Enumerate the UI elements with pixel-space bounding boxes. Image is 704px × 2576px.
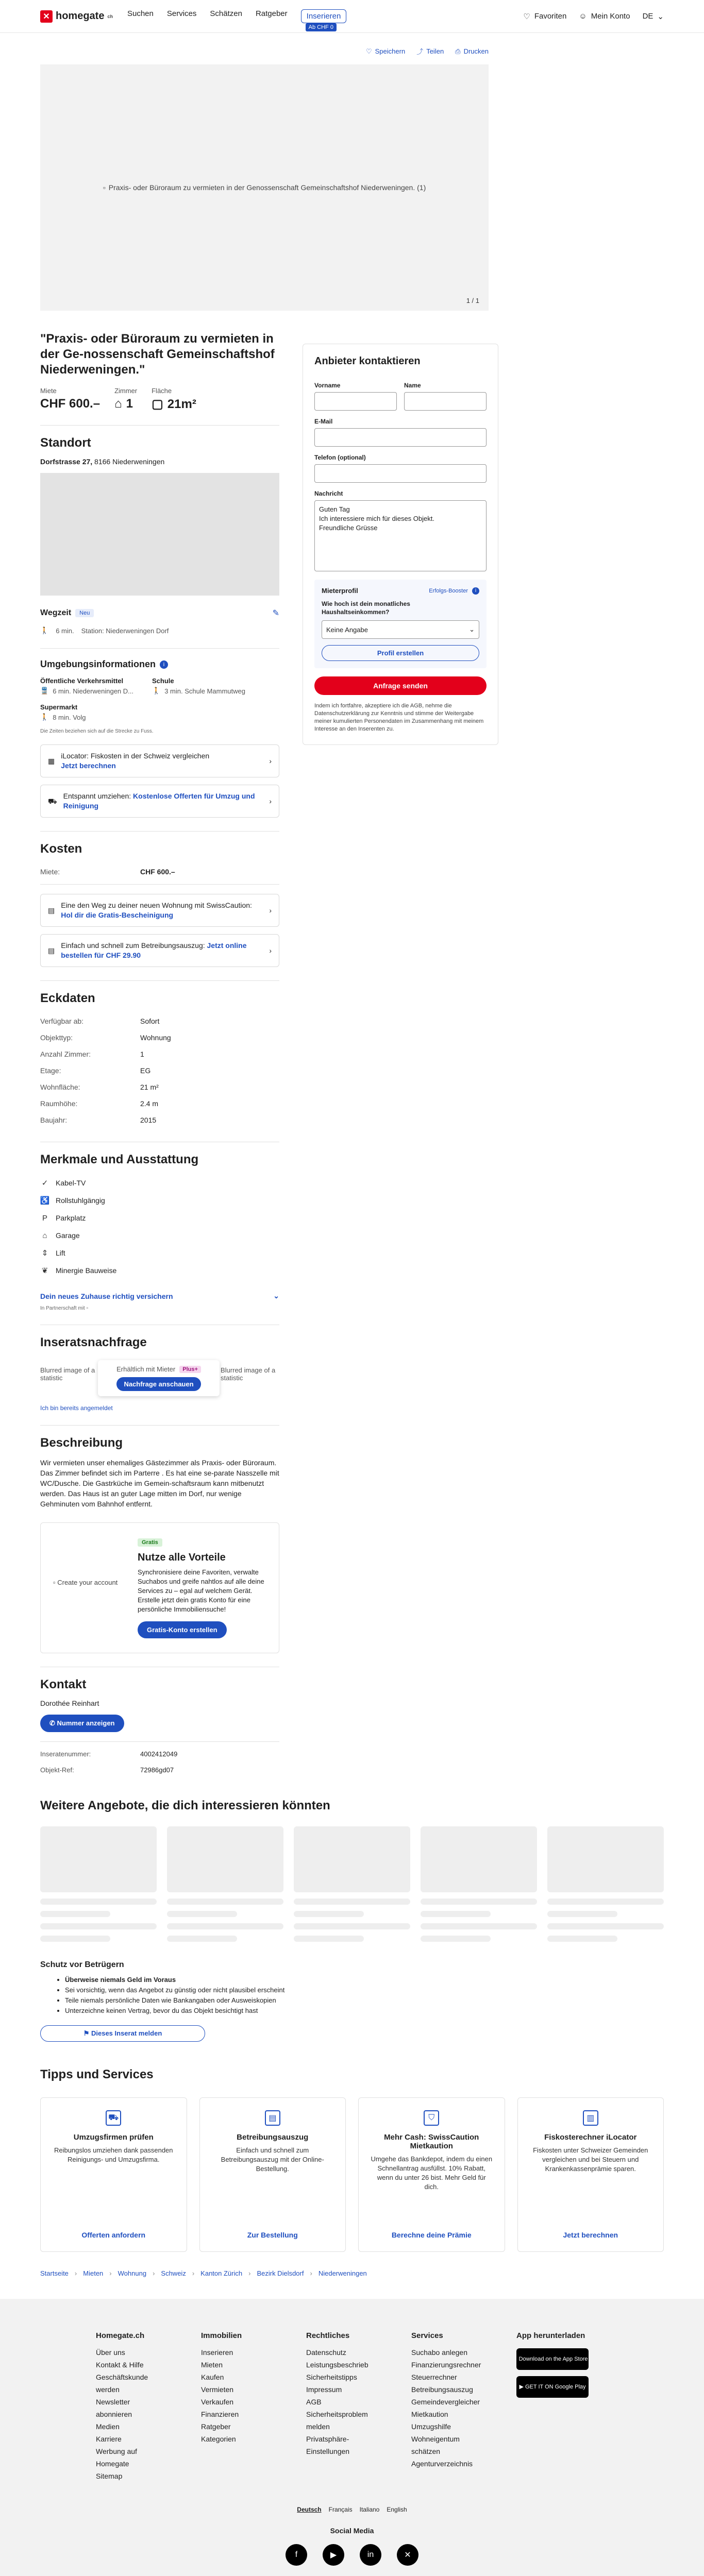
account-promo-title: Nutze alle Vorteile [138,1552,226,1563]
list-item: ⌂ Garage [40,1227,489,1244]
commute-heading: Wegzeit [40,608,72,617]
first-name-field[interactable] [314,392,397,411]
footer-link[interactable]: Verkaufen [201,2398,234,2406]
table-row: Etage: EG [40,1066,151,1075]
document-icon: ▤ [265,2110,280,2126]
lang-en[interactable]: English [387,2506,407,2513]
footer-col-homegate: Homegate.ch Über uns Kontakt & Hilfe Geschäftskunde werden Newsletter abonnieren Medien Karriere Werbung auf Homegate Sitemap [96,2330,168,2482]
list-item: • Unterzeichne keinen Vertrag, bevor du das Objekt besichtigt hast [65,2006,664,2016]
tip-card[interactable]: ⛉ Mehr Cash: SwissCaution Mietkaution Umgehe das Bankdepot, indem du einen Schnellantrag ausfüllst. 10% Rabatt, wenn du unter 26 bist. Mehr Geld für dich. Berechne deine Prämie [358,2097,505,2252]
footer-link[interactable]: Suchabo anlegen [411,2348,467,2357]
cost-rent-value: CHF 600.– [140,868,175,876]
tip-link[interactable]: Offerten anfordern [81,2231,146,2239]
login-link[interactable]: Ich bin bereits angemeldet [40,1404,113,1412]
garage-icon: ⌂ [42,1231,47,1240]
blurred-stat: Blurred image of a statistic [40,1366,95,1382]
account-promo [40,1522,279,1653]
account-promo-text: Synchronisiere deine Favoriten, verwalte Suchabos und greife nahtlos auf alle deine Services zu – egal auf welchem Gerät. Erstelle jetzt dein gratis Konto für eine persönliche Immobiliensuche! [138,1568,264,1613]
language-selector [0,2506,704,2513]
breadcrumb: Startseite › Mieten › Wohnung › Schweiz › Kanton Zürich › Bezirk Dielsdorf › Niederweningen [40,2269,367,2277]
share-button[interactable]: ⤴ Teilen [416,47,444,56]
footer-link[interactable]: Kaufen [201,2373,224,2381]
school-label: Schule [152,677,174,685]
offer-card-skeleton[interactable] [167,1826,283,1942]
footer [0,2299,704,2576]
leaf-icon: ❦ [41,1266,48,1275]
commute-station: Station: Niederweningen Dorf [81,626,169,635]
footer-link[interactable]: Kontakt & Hilfe [96,2361,144,2369]
youtube-icon[interactable]: ▶ [323,2544,344,2566]
debt-extract-card[interactable]: ▤ Einfach und schnell zum Betreibungsauszug: Jetzt online bestellen für CHF 29.90 › [40,934,279,967]
footer-link[interactable]: Medien [96,2422,120,2431]
share-icon: ⤴ [416,48,424,56]
chevron-down-icon: ⌄ [273,1292,279,1300]
language-switch[interactable]: DE ⌄ [642,12,664,21]
phone-icon: ✆ [49,1719,57,1727]
house-icon: ⌂ [114,397,122,411]
blurred-stat: Blurred image of a statistic [221,1366,276,1382]
app-store-button[interactable]: Download on the App Store [516,2348,589,2370]
description-text: Wir vermieten unser ehemaliges Gästezimmer als Praxis- oder Büroraum. Das Zimmer befindet sich im Parterre . Es hat eine se-parate Nasszelle mit WC/Dusche. Die Gastrküche im Gemein-schaftsraum kann mitbenutzt werden. Das Haus ist an guter Lage mitten im Dorf, nur wenige Gehminuten vom Bahnhof entfernt. [40,1459,279,1508]
success-booster-badge: Erfolgs-Booster [429,587,468,594]
footer-link[interactable]: Kategorien [201,2435,236,2443]
account-link[interactable]: ☺ Mein Konto [579,12,630,21]
surroundings-heading: Umgebungsinformationen [40,659,156,669]
breadcrumb-item[interactable]: Wohnung [118,2269,147,2277]
main-nav [127,9,346,30]
social-links [0,2544,704,2566]
footer-link[interactable]: Wohneigentum schätzen [411,2435,460,2455]
more-offers-heading: Weitere Angebote, die dich interessieren könnten [40,1799,330,1812]
list-item: • Sei vorsichtig, wenn das Angebot zu günstig oder nicht plausibel erscheint [65,1985,664,1995]
footer-link[interactable]: AGB [306,2398,322,2406]
offer-card-skeleton[interactable] [40,1826,157,1942]
message-label: Nachricht [314,490,343,497]
features-heading: Merkmale und Ausstattung [40,1153,199,1166]
printer-icon: ⎙ [455,47,461,55]
tenant-profile-box [314,580,487,668]
footer-link[interactable]: Werbung auf Homegate [96,2447,137,2468]
view-demand-button[interactable]: Nachfrage anschauen [116,1377,200,1391]
tips-heading: Tipps und Services [40,2067,154,2081]
nav-inserieren[interactable]: Inserieren Ab CHF 0 [301,9,347,23]
flag-icon: ⚑ [83,2029,91,2037]
description-heading: Beschreibung [40,1436,123,1450]
list-item: ♿ Rollstuhlgängig [40,1196,105,1205]
legal-note: Indem ich fortfahre, akzeptiere ich die AGB, nehme die Datenschutzerklärung zur Kenntnis und stimme der Weitergabe meiner kumulierten Personendaten im Zusammenhang mit meinem Interesse an den Inserenten zu. [314,703,484,732]
social-heading: Social Media [330,2527,374,2535]
footer-link[interactable]: Finanzieren [201,2410,239,2418]
offer-card-skeleton[interactable] [294,1826,410,1942]
plus-badge: Plus+ [179,1366,201,1373]
footer-link[interactable]: Gemeindevergleicher [411,2398,480,2406]
image-gallery[interactable] [40,64,489,311]
inquiry-stats [40,1360,279,1396]
breadcrumb-item[interactable]: Mieten [83,2269,104,2277]
list-item: ⇕ Lift [40,1244,489,1262]
document-icon: ▤ [48,906,55,914]
chevron-down-icon: ⌄ [657,12,664,21]
chevron-right-icon: › [269,906,272,914]
insert-price-badge: Ab CHF 0 [306,23,337,31]
footer-link[interactable]: Leistungsbeschrieb [306,2361,368,2369]
plus-upsell-popup: Erhältlich mit Mieter Plus+ Nachfrage anschauen [98,1360,220,1396]
heart-icon: ♡ [365,47,372,55]
lang-de[interactable]: Deutsch [297,2506,322,2513]
phone-field[interactable] [314,464,487,483]
footer-link[interactable]: Sitemap [96,2472,123,2480]
footer-link[interactable]: Geschäftskunde werden [96,2373,148,2394]
list-item: • Teile niemals persönliche Daten wie Bankangaben oder Ausweiskopien [65,1995,664,2006]
footer-link[interactable]: Privatsphäre-Einstellungen [306,2435,350,2455]
contact-form-title: Anbieter kontaktieren [314,355,421,367]
broken-image-icon: ▫ [103,183,106,192]
tip-link[interactable]: Zur Bestellung [247,2231,298,2239]
truck-icon: ⛟ [48,796,57,805]
footer-link[interactable]: Inserieren [201,2348,233,2357]
account-promo-image: ▫ Create your account [53,1579,118,1586]
table-row: Anzahl Zimmer: 1 [40,1050,144,1058]
footer-link[interactable]: Mietkaution [411,2410,448,2418]
save-button[interactable]: ♡ Speichern [365,47,406,55]
divider [40,980,279,981]
footer-link[interactable]: Newsletter abonnieren [96,2398,132,2418]
nav-schaetzen[interactable]: Schätzen [210,9,242,18]
list-item: ❦ Minergie Bauweise [40,1262,489,1279]
footer-link[interactable]: Sicherheitstipps [306,2373,357,2381]
breadcrumb-item[interactable]: Startseite [40,2269,69,2277]
info-icon[interactable]: i [472,587,479,595]
walking-icon: 🚶 [152,687,161,694]
area-value: 21m² [167,397,196,411]
map-icon: ▥ [583,2110,598,2126]
tax-calculator-card[interactable]: ▦ iLocator: Fiskosten in der Schweiz vergleichen Jetzt berechnen › [40,744,279,777]
tip-card[interactable]: ▥ Fiskosterechner iLocator Fiskosten unter Schweizer Gemeinden vergleichen und bei Steuern und Krankenkassenprämie sparen. Jetzt berechnen [517,2097,664,2252]
footer-link[interactable]: Über uns [96,2348,125,2357]
advertiser-name: Dorothée Reinhart [40,1699,99,1707]
footer-col-services: Services Suchabo anlegen Finanzierungsrechner Steuerrechner Betreibungsauszug Gemeindevergleicher Mietkaution Umzugshilfe Wohneigentum schätzen Agenturverzeichnis [411,2330,483,2482]
tips-list [40,2097,664,2252]
footer-link[interactable]: Ratgeber [201,2422,231,2431]
inquiry-heading: Inseratsnachfrage [40,1335,147,1349]
email-field[interactable] [314,428,487,447]
footer-link[interactable]: Steuerrechner [411,2373,457,2381]
create-account-button[interactable]: Gratis-Konto erstellen [138,1621,227,1638]
info-icon[interactable]: i [160,660,168,669]
tip-card[interactable]: ▤ Betreibungsauszug Einfach und schnell zum Betreibungsauszug mit der Online-Bestellung. Zur Bestellung [199,2097,346,2252]
footer-link[interactable]: Umzugshilfe [411,2422,451,2431]
first-name-label: Vorname [314,382,341,389]
wheelchair-icon: ♿ [40,1196,50,1205]
message-field[interactable]: Guten Tag Ich interessiere mich für dieses Objekt. Freundliche Grüsse [314,500,487,571]
area-label: Fläche [152,387,172,395]
more-offers-list [40,1826,664,1942]
area-icon: ▢ [152,397,163,411]
favorites-link[interactable]: ♡ Favoriten [523,12,567,21]
send-inquiry-button[interactable]: Anfrage senden [314,676,487,695]
listing-id-label: Inseratenummer: [40,1750,91,1758]
train-icon: 🚆 [40,687,49,694]
list-item: ✓ Kabel-TV [40,1174,489,1192]
fraud-heading: Schutz vor Betrügern [40,1960,124,1969]
income-select[interactable]: Keine Angabe ⌄ [322,620,479,639]
footer-link[interactable]: Vermieten [201,2385,234,2394]
moving-offers-card[interactable]: ⛟ Entspannt umziehen: Kostenlose Offerten für Umzug und Reinigung › [40,785,279,818]
details-table [40,1013,279,1128]
nav-ratgeber[interactable]: Ratgeber [255,9,288,18]
listing-actions [40,33,489,64]
rent-value: CHF 600.– [40,397,100,411]
market-value: 8 min. Volg [53,713,86,721]
nav-services[interactable]: Services [166,9,197,18]
divider [40,425,279,426]
walk-note: Die Zeiten beziehen sich auf die Strecke zu Fuss. [40,728,154,734]
create-profile-button[interactable]: Profil erstellen [322,645,479,661]
linkedin-icon[interactable]: in [360,2544,381,2566]
location-heading: Standort [40,436,91,450]
footer-col-legal: Rechtliches Datenschutz Leistungsbeschrieb Sicherheitstipps Impressum AGB Sicherheitsproblem melden Privatsphäre-Einstellungen [306,2330,378,2482]
rooms-label: Zimmer [114,387,138,395]
breadcrumb-item[interactable]: Niederweningen [318,2269,367,2277]
rent-label: Miete [40,387,57,395]
contact-heading: Kontakt [40,1677,87,1691]
footer-link[interactable]: Betreibungsauszug [411,2385,473,2394]
gallery-counter: 1 / 1 [466,297,479,304]
phone-label: Telefon (optional) [314,454,366,461]
breadcrumb-item[interactable]: Kanton Zürich [200,2269,243,2277]
commute-time: 6 min. [56,626,74,635]
table-row: Baujahr: 2015 [40,1116,157,1124]
income-question: Wie hoch ist dein monatliches Haushaltseinkommen? [322,600,410,616]
breadcrumb-item[interactable]: Schweiz [161,2269,186,2277]
broken-image-icon: ▫ [53,1579,56,1586]
facebook-icon[interactable]: f [286,2544,307,2566]
lang-fr[interactable]: Français [328,2506,353,2513]
breadcrumb-item[interactable]: Bezirk Dielsdorf [257,2269,304,2277]
walking-icon: 🚶 [40,713,49,721]
twitter-icon[interactable]: ✕ [397,2544,418,2566]
listing-id-value: 4002412049 [140,1750,178,1758]
lift-icon: ⇕ [41,1249,48,1258]
details-heading: Eckdaten [40,991,95,1005]
divider [40,1425,279,1426]
costs-heading: Kosten [40,842,82,856]
walking-icon: 🚶 [40,626,49,634]
tip-link[interactable]: Berechne deine Prämie [391,2231,472,2239]
play-icon: ▶ [519,2384,524,2390]
user-icon: ☺ [579,12,587,21]
rooms-value: 1 [126,397,133,411]
chevron-right-icon: › [269,756,272,765]
new-badge: Neu [75,609,94,617]
partner-logo: ▫ [86,1306,89,1311]
truck-icon: ⛟ [106,2110,121,2126]
object-ref-value: 72986gd07 [140,1766,174,1774]
offer-card-skeleton[interactable] [421,1826,537,1942]
location-map[interactable] [40,473,279,596]
footer-link[interactable]: Finanzierungsrechner [411,2361,481,2369]
chevron-right-icon: › [269,796,272,805]
nav-suchen[interactable]: Suchen [127,9,154,18]
footer-link[interactable]: Mieten [201,2361,223,2369]
report-listing-button[interactable]: ⚑ Dieses Inserat melden [40,2025,205,2042]
footer-col-app: App herunterladen Download on the App Store ▶ GET IT ON Google Play [516,2330,589,2482]
print-button[interactable]: ⎙ Drucken [455,47,489,55]
last-name-field[interactable] [404,392,487,411]
footer-link[interactable]: Karriere [96,2435,122,2443]
tip-card[interactable]: ⛟ Umzugsfirmen prüfen Reibungslos umziehen dank passenden Reinigungs- und Umzugsfirma. Offerten anfordern [40,2097,187,2252]
google-play-button[interactable]: ▶ GET IT ON Google Play [516,2376,589,2398]
homegate-logo-icon: ✕ [40,10,53,23]
top-header [0,0,704,33]
heart-icon: ♡ [523,12,530,21]
footer-col-immobilien: Immobilien Inserieren Mieten Kaufen Vermieten Verkaufen Finanzieren Ratgeber Kategorien [201,2330,273,2482]
listing-title: "Praxis- oder Büroraum zu vermieten in der Ge-nossenschaft Gemeinschaftshof Niederweningen." [40,332,275,377]
footer-link[interactable]: Sicherheitsproblem melden [306,2410,368,2431]
edit-icon[interactable]: ✎ [272,609,279,618]
lang-it[interactable]: Italiano [359,2506,380,2513]
object-ref-label: Objekt-Ref: [40,1766,74,1774]
list-item: • Überweise niemals Geld im Voraus [65,1975,664,1985]
gallery-image-alt: Praxis- oder Büroraum zu vermieten in der Genossenschaft Gemeinschaftshof Niederweningen. (1) [108,183,426,192]
divider [40,831,279,832]
school-value: 3 min. Schule Mammutweg [164,687,245,695]
table-row: Objekttyp: Wohnung [40,1033,171,1042]
footer-link[interactable]: Agenturverzeichnis [411,2460,473,2468]
swisscaution-card[interactable]: ▤ Eine den Weg zu deiner neuen Wohnung mit SwissCaution: Hol dir die Gratis-Bescheinigung › [40,894,279,927]
footer-link[interactable]: Datenschutz [306,2348,346,2357]
shield-icon: ⛉ [424,2110,439,2126]
divider [40,648,279,649]
document-icon: ▤ [48,946,55,955]
tip-link[interactable]: Jetzt berechnen [563,2231,618,2239]
last-name-label: Name [404,382,421,389]
transport-value: 6 min. Niederweningen D... [53,687,133,695]
insurance-accordion[interactable]: Dein neues Zuhause richtig versichern ⌄ [40,1292,279,1300]
free-badge: Gratis [138,1538,162,1547]
homegate-logo[interactable]: ✕ homegate ch [40,10,113,23]
calculator-icon: ▦ [48,756,55,765]
tenant-profile-label: Mieterprofil [322,587,358,595]
cost-rent-label: Miete: [40,868,60,876]
fraud-protection [40,1960,664,2042]
list-item: P Parkplatz [40,1209,489,1227]
table-row: Verfügbar ab: Sofort [40,1017,160,1025]
offer-card-skeleton[interactable] [547,1826,664,1942]
show-number-button[interactable]: ✆ Nummer anzeigen [40,1715,124,1732]
partner-note: In Partnerschaft mit ▫ [40,1306,89,1311]
check-icon: ✓ [41,1179,48,1188]
footer-link[interactable]: Impressum [306,2385,342,2394]
table-row: Raumhöhe: 2.4 m [40,1099,159,1108]
email-label: E-Mail [314,418,333,425]
address: Dorfstrasse 27, 8166 Niederweningen [40,457,165,466]
market-label: Supermarkt [40,703,78,711]
parking-icon: P [42,1213,47,1223]
contact-form [303,344,498,745]
table-row: Wohnfläche: 21 m² [40,1083,159,1091]
chevron-right-icon: › [269,946,272,955]
chevron-down-icon: ⌄ [469,625,475,633]
transport-label: Öffentliche Verkehrsmittel [40,677,124,685]
